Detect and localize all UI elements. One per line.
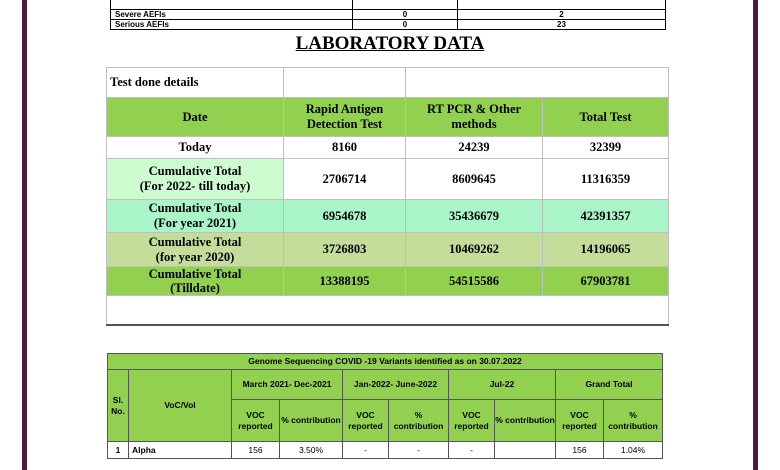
cell-value: 156 (556, 442, 604, 459)
row-date-line1: Cumulative Total (148, 201, 242, 215)
subheader-voc: VOC reported (232, 400, 280, 442)
subheader-voc: VOC reported (556, 400, 604, 442)
genome-title-row (108, 354, 663, 370)
table-row (107, 137, 669, 159)
cell-rat: 2706714 (284, 159, 406, 200)
cell-rtpcr: 35436679 (406, 200, 543, 233)
cell-rtpcr: 8609645 (406, 159, 543, 200)
cell-rat: 3726803 (284, 233, 406, 267)
col-header-sl: Sl. No. (108, 370, 129, 442)
row-date (107, 233, 284, 267)
row-date-line2: (for year 2020) (155, 249, 235, 264)
cell-total: 67903781 (543, 267, 669, 296)
table-row (107, 267, 669, 296)
col-header-period: March 2021- Dec-2021 (232, 370, 343, 400)
cell-value: 156 (232, 442, 280, 459)
col-header-period: Jul-22 (449, 370, 556, 400)
aefi-value: 0 (353, 20, 458, 30)
cell-rat: 6954678 (284, 200, 406, 233)
table-row (107, 200, 669, 233)
aefi-label: Serious AEFIs (111, 20, 353, 30)
cell-total: 11316359 (543, 159, 669, 200)
aefi-value: 2 (458, 10, 666, 20)
cell-value: - (389, 442, 449, 459)
subheader-voc: VOC reported (449, 400, 495, 442)
cell-total: 32399 (543, 137, 669, 159)
subheader-pct: % contribution (604, 400, 663, 442)
cell-rat: 8160 (284, 137, 406, 159)
row-date (107, 200, 284, 233)
cell-rtpcr: 24239 (406, 137, 543, 159)
aefi-value: 0 (353, 10, 458, 20)
row-date-line1: Cumulative Total (148, 164, 242, 178)
aefi-table (110, 0, 666, 30)
subheader-voc: VOC reported (343, 400, 389, 442)
genome-title: Genome Sequencing COVID -19 Variants identified as on 30.07.2022 (108, 354, 663, 370)
row-date-line2: (For 2022- till today) (139, 179, 251, 193)
cell-value: 1.04% (604, 442, 663, 459)
genome-header-row (108, 370, 663, 400)
cell-sl: 1 (108, 442, 129, 459)
cell-rtpcr: 10469262 (406, 233, 543, 267)
genome-table (107, 353, 663, 459)
table-row (107, 68, 669, 98)
cell-total: 14196065 (543, 233, 669, 267)
cell-value (495, 442, 556, 459)
row-date-line2: (For year 2021) (153, 216, 237, 230)
table-row (111, 20, 666, 30)
col-header-total: Total Test (543, 98, 669, 137)
row-date-line2: (Tilldate) (170, 281, 220, 295)
table-row (111, 10, 666, 20)
row-date (107, 159, 284, 200)
cell-rat: 13388195 (284, 267, 406, 296)
subheader-pct: % contribution (495, 400, 556, 442)
subheader-pct: % contribution (389, 400, 449, 442)
table-row (107, 296, 669, 325)
aefi-value: 23 (458, 20, 666, 30)
table-row (111, 0, 666, 10)
lab-header-row (107, 98, 669, 137)
col-header-rtpcr: RT PCR & Other methods (406, 98, 543, 137)
table-row (107, 159, 669, 200)
cell-value: 3.50% (280, 442, 343, 459)
table-row (108, 442, 663, 459)
col-header-period: Grand Total (556, 370, 663, 400)
table-row (107, 233, 669, 267)
col-header-period: Jan-2022- June-2022 (343, 370, 449, 400)
lab-heading (0, 33, 780, 55)
page-border-right (753, 0, 758, 470)
section-label: Test done details (107, 68, 284, 98)
row-date-line1: Cumulative Total (148, 234, 242, 249)
cell-variant: Alpha (129, 442, 232, 459)
cell-rtpcr: 54515586 (406, 267, 543, 296)
subheader-pct: % contribution (280, 400, 343, 442)
col-header-rat: Rapid Antigen Detection Test (284, 98, 406, 137)
aefi-label: Severe AEFIs (111, 10, 353, 20)
row-date-line1: Cumulative Total (148, 267, 242, 281)
col-header-date: Date (107, 98, 284, 137)
row-date: Today (107, 137, 284, 159)
lab-heading-text: LABORATORY DATA (295, 33, 485, 54)
cell-value: - (449, 442, 495, 459)
lab-table (106, 67, 669, 326)
cell-value: - (343, 442, 389, 459)
cell-total: 42391357 (543, 200, 669, 233)
col-header-voc: VoC/VoI (129, 370, 232, 442)
row-date (107, 267, 284, 296)
page-border-left (22, 0, 27, 470)
